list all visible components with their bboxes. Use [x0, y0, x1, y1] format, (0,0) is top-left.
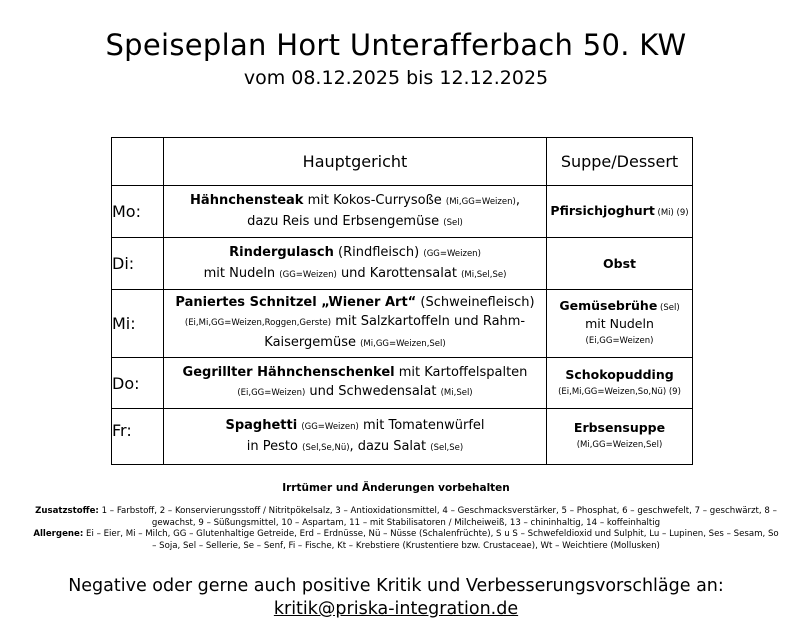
allergen-code: (Sel,Se,Nü) [302, 442, 350, 453]
dish-text: in Pesto [246, 438, 303, 454]
cell-line [547, 256, 692, 271]
dish-name: Spaghetti [225, 417, 298, 433]
allergens-text: Ei – Eier, Mi – Milch, GG – Glutenhaltige Getreide, Erd – Erdnüsse, Nü – Nüsse (Schalenfrüchte), S u S – Schwefeldioxid und Sulphit, Lu – Lupinen, Ses – Sesam, So – Soja, Sel – Sellerie, Se – Senf, Fi – Fische, Kt – Krebstiere (Krustentiere bzw. Crustaceae), Wt – Weichtiere (Mollusken) [83, 529, 779, 551]
allergen-code: (Sel) [443, 217, 463, 228]
day-label: Fr: [112, 409, 164, 465]
soup-dessert [547, 186, 693, 238]
allergen-code: (Ei,Mi,GG=Weizen,So,Nü) (9) [558, 386, 681, 397]
header-day [112, 138, 164, 186]
dish-text: mit Nudeln [203, 265, 280, 281]
main-dish [164, 358, 547, 409]
cell-line [547, 316, 692, 331]
dish-name: Paniertes Schnitzel „Wiener Art“ [175, 295, 417, 310]
dish-text: mit Tomatenwürfel [358, 417, 485, 433]
dish-text: mit Salzkartoffeln und Rahm- [331, 314, 526, 329]
dish-name: Obst [603, 256, 636, 271]
day-label: Di: [112, 238, 164, 290]
dish-text: , [515, 192, 520, 208]
dish-name: Hähnchensteak [190, 192, 304, 208]
cell-line [547, 435, 692, 453]
menu-table [111, 137, 693, 465]
dish-text: Kaisergemüse [264, 335, 361, 350]
cell-line [164, 212, 546, 233]
dish-text: und Schwedensalat [305, 384, 441, 399]
table-row [112, 358, 693, 409]
cell-line [164, 333, 546, 354]
allergen-code: (Sel) [657, 303, 680, 313]
allergen-code: (Ei,GG=Weizen) [237, 388, 306, 398]
day-label: Mi: [112, 290, 164, 358]
day-label: Do: [112, 358, 164, 409]
allergen-code: (GG=Weizen) [423, 248, 481, 259]
table-row [112, 290, 693, 358]
cell-line [547, 367, 692, 382]
cell-line [547, 298, 692, 316]
allergen-code: (Mi,GG=Weizen,Sel) [360, 339, 446, 349]
additives-label: Zusatzstoffe: [35, 506, 99, 516]
cell-line [547, 382, 692, 400]
allergen-code: (Mi,Sel,Se) [461, 269, 507, 280]
dish-name: Gemüsebrühe [559, 298, 658, 313]
allergen-code: (Mi,Sel) [440, 388, 473, 398]
dish-text: und Karottensalat [336, 265, 462, 281]
cell-line [164, 264, 546, 285]
cell-line [164, 293, 546, 312]
dish-name: Schokopudding [565, 366, 674, 382]
cell-line [547, 420, 692, 435]
main-dish [164, 409, 547, 465]
disclaimer-note: Irrtümer und Änderungen vorbehalten [282, 482, 510, 494]
dish-name: Rindergulasch [229, 244, 334, 260]
dish-name: Gegrillter Hähnchenschenkel [182, 365, 395, 380]
allergen-code: (Ei,Mi,GG=Weizen,Roggen,Gerste) [184, 318, 332, 328]
cell-line [164, 416, 546, 437]
main-dish [164, 290, 547, 358]
soup-dessert [547, 358, 693, 409]
cell-line [547, 203, 692, 221]
soup-dessert [547, 409, 693, 465]
date-range: vom 08.12.2025 bis 12.12.2025 [243, 67, 549, 89]
dish-text: (Schweinefleisch) [416, 295, 535, 310]
allergen-code: (GG=Weizen) [279, 269, 337, 280]
soup-dessert [547, 238, 693, 290]
header-main-dish: Hauptgericht [164, 138, 547, 186]
dish-text: dazu Reis und Erbsengemüse [247, 213, 444, 229]
legend [30, 506, 782, 552]
dish-text: mit Kokos-Currysoße [303, 192, 446, 208]
cell-line [164, 437, 546, 458]
soup-dessert [547, 290, 693, 358]
cell-line [547, 331, 692, 349]
allergen-code: (Ei,GG=Weizen) [585, 336, 654, 346]
dish-text: mit Nudeln [585, 316, 654, 331]
table-row [112, 186, 693, 238]
header-soup-dessert: Suppe/Dessert [547, 138, 693, 186]
cell-line [164, 382, 546, 403]
allergen-code: (Sel,Se) [430, 442, 464, 453]
dish-text: , dazu Salat [349, 438, 431, 454]
allergens-label: Allergene: [33, 529, 84, 539]
allergen-code: (Mi,GG=Weizen) [445, 196, 516, 207]
allergen-code: (GG=Weizen) [301, 421, 359, 432]
feedback-text: Negative oder gerne auch positive Kritik und Verbesserungsvorschläge an: [68, 576, 724, 596]
main-dish [164, 186, 547, 238]
cell-line [164, 243, 546, 264]
allergen-code: (Mi,GG=Weizen,Sel) [576, 440, 663, 450]
page-title: Speiseplan Hort Unterafferbach 50. KW [105, 28, 687, 62]
allergen-code: (Mi) (9) [654, 207, 689, 218]
dish-name: Erbsensuppe [573, 420, 666, 435]
dish-text: mit Kartoffelspalten [394, 365, 528, 380]
table-header-row [112, 138, 693, 186]
table-row [112, 409, 693, 465]
main-dish [164, 238, 547, 290]
cell-line [164, 312, 546, 333]
cell-line [164, 191, 546, 212]
dish-text: (Rindfleisch) [333, 244, 424, 260]
additives-text: 1 – Farbstoff, 2 – Konservierungsstoff / Nitritpökelsalz, 3 – Antioxidationsmittel, 4 – Geschmacksverstärker, 5 – Phosphat, 6 – geschwefelt, 7 – geschwärzt, 8 – gewachst, 9 – Süßungsmittel, 10 – Aspartam, 11 – mit Stabilisatoren / Milcheiweiß, 13 – chininhaltig, 14 – koffeinhaltig [98, 506, 777, 528]
day-label: Mo: [112, 186, 164, 238]
table-row [112, 238, 693, 290]
cell-line [164, 363, 546, 382]
dish-name: Pfirsichjoghurt [550, 202, 655, 218]
feedback-email-link[interactable]: kritik@priska-integration.de [273, 599, 519, 619]
feedback-footer [0, 575, 792, 621]
